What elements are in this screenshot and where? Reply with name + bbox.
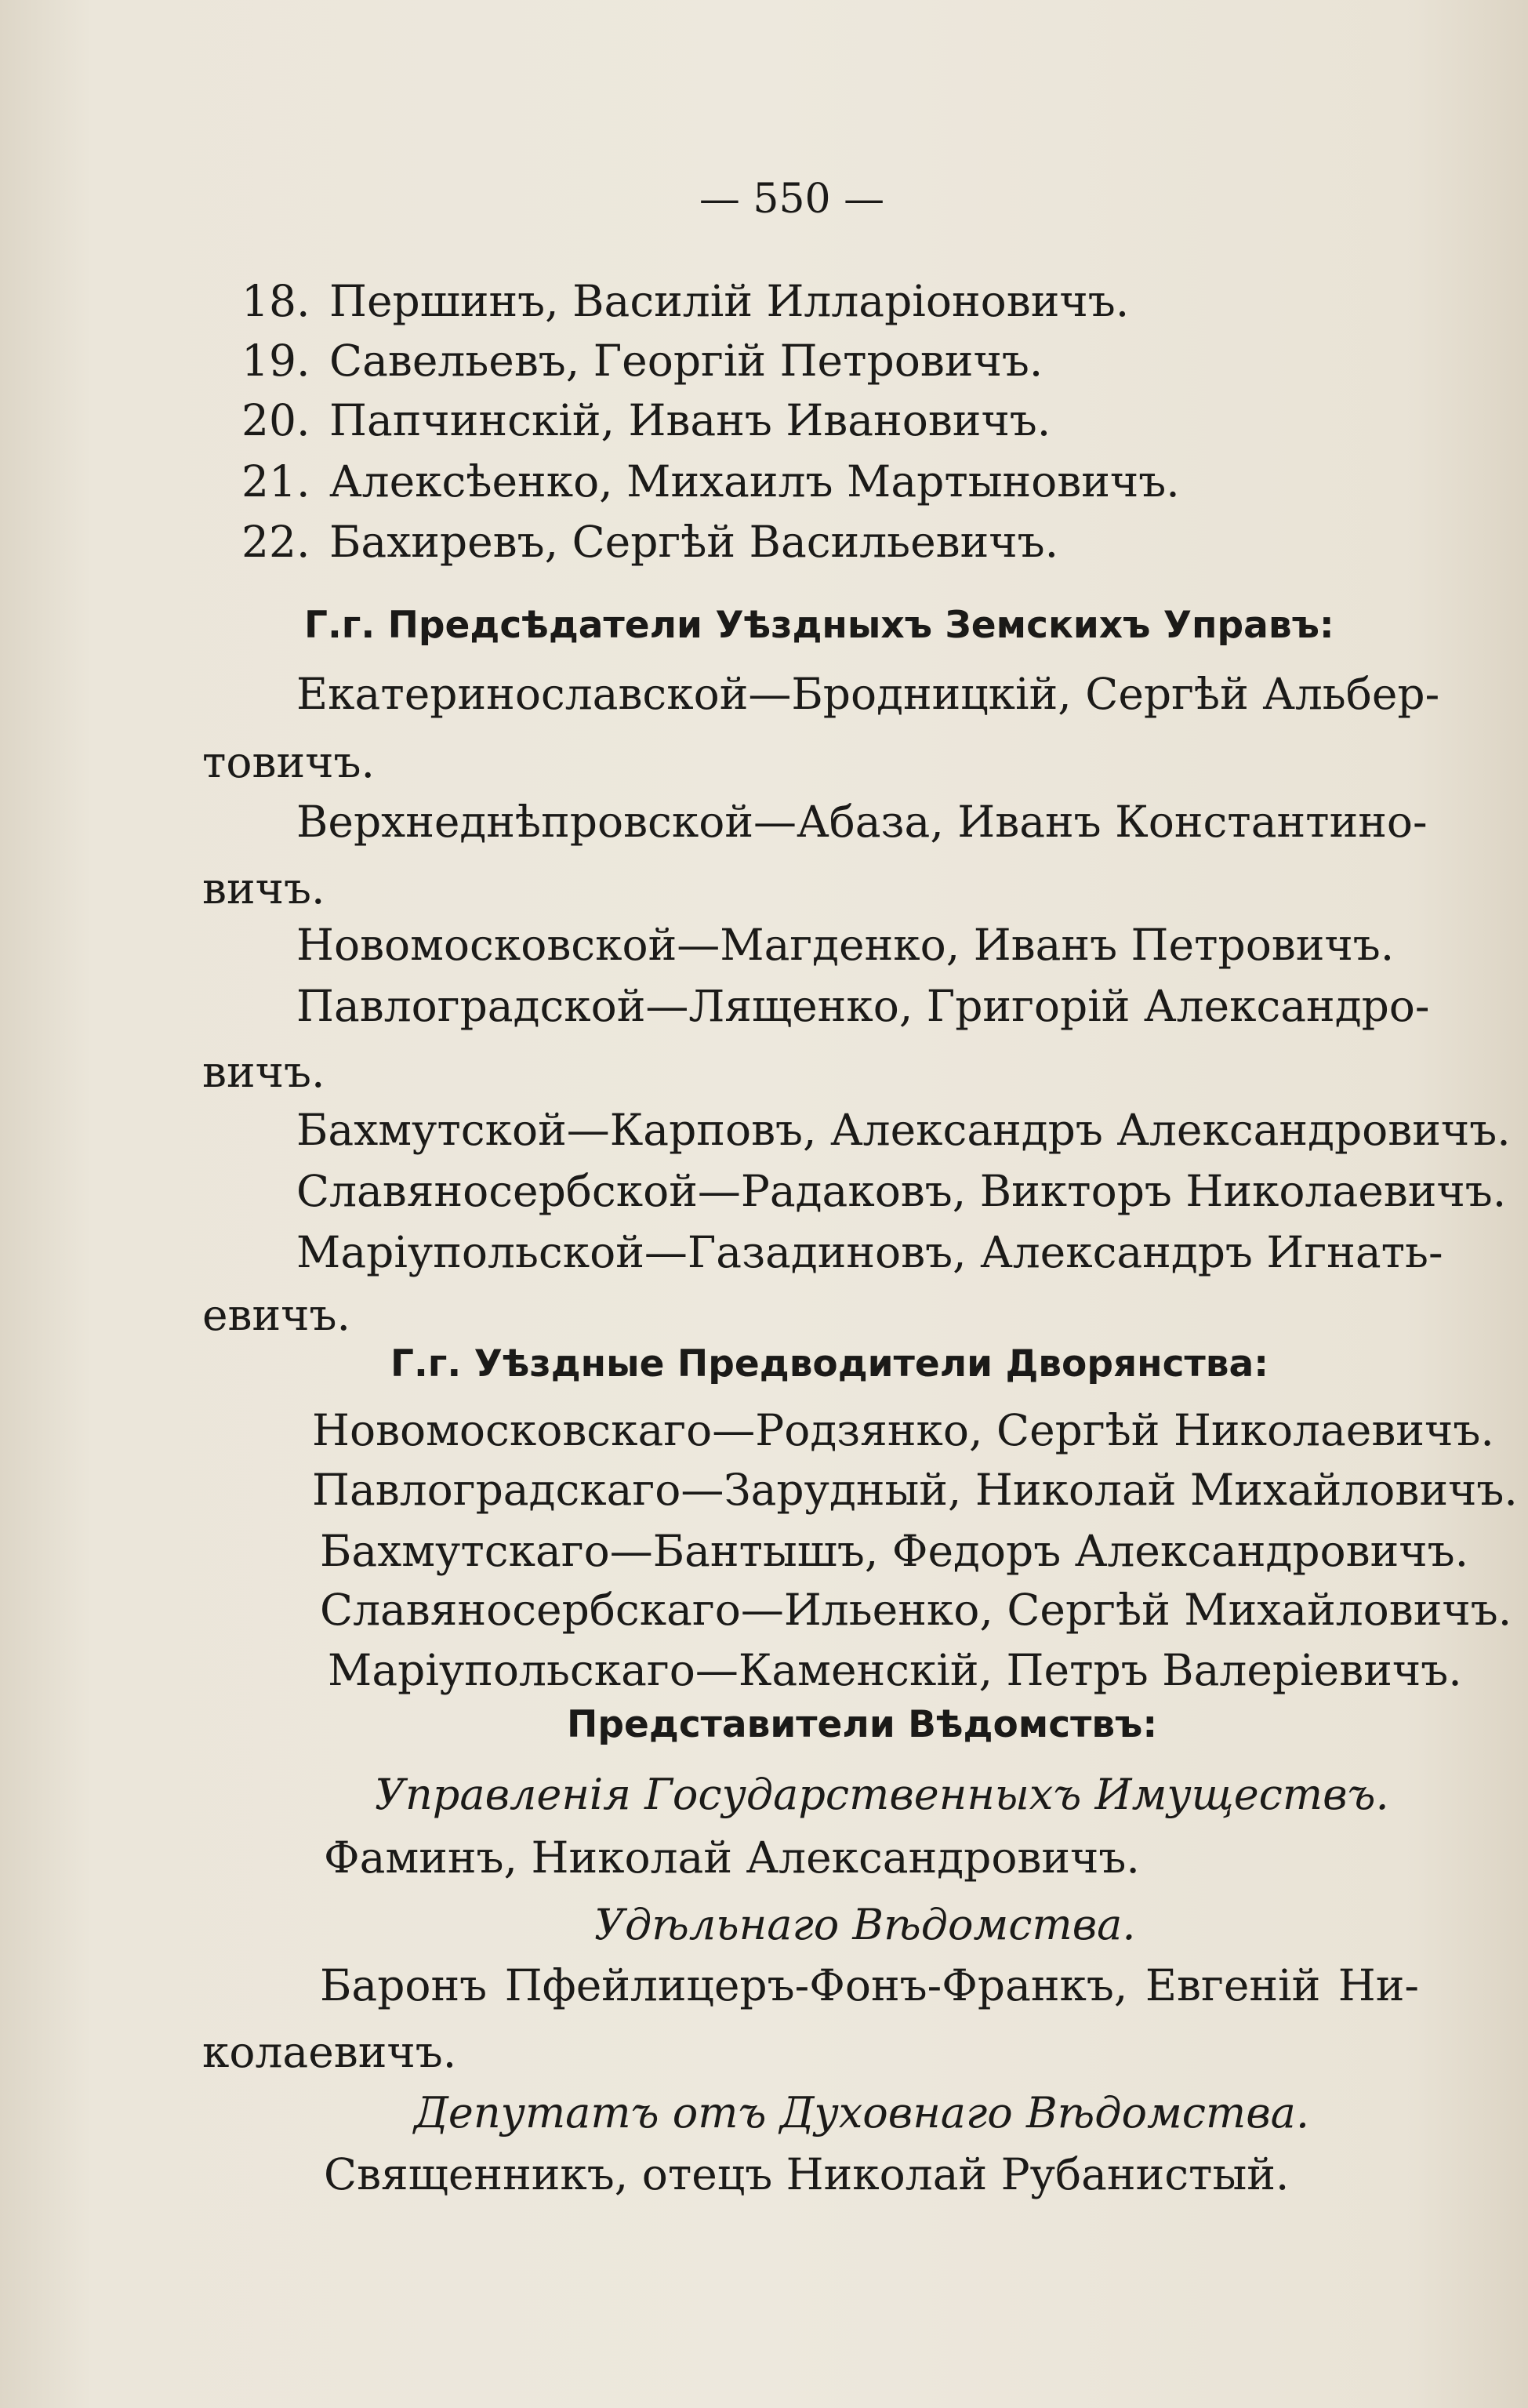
- dvor-entry: Бахмутскаго—Бантышъ, Федоръ Александровичъ.: [320, 1526, 1469, 1576]
- uprav-entry-continuation: товичъ.: [202, 737, 375, 787]
- uprav-entry-line: Новомосковской—Магденко, Иванъ Петровичъ.: [296, 920, 1395, 970]
- vedomstvo-entry-continuation: колаевичъ.: [202, 2027, 457, 2077]
- uprav-entry-line: Маріупольской—Газадиновъ, Александръ Игнать-: [296, 1227, 1443, 1277]
- dvor-entry: Павлоградскаго—Зарудный, Николай Михайловичъ.: [312, 1465, 1518, 1515]
- list-item: [241, 456, 1180, 507]
- uprav-entry-line: Екатеринославской—Бродницкій, Сергѣй Альбер-: [296, 669, 1440, 719]
- uprav-entry-line: Павлоградской—Лященко, Григорій Александро-: [296, 981, 1430, 1031]
- uprav-entry-continuation: евичъ.: [202, 1290, 351, 1340]
- item-number: 22.: [241, 517, 310, 567]
- vedomstvo-entry: Баронъ Пфейлицеръ-Фонъ-Франкъ, Евгеній Ни-: [320, 1960, 1419, 2010]
- item-number: 20.: [241, 395, 310, 445]
- uprav-entry-line: Бахмутской—Карповъ, Александръ Александровичъ.: [296, 1105, 1511, 1155]
- item-number: 18.: [241, 276, 310, 326]
- section-heading-uprav: Г.г. Предсѣдатели Уѣздныхъ Земскихъ Управъ:: [304, 604, 1334, 647]
- item-number: 19.: [241, 336, 310, 386]
- list-item: [241, 336, 1043, 386]
- dvor-entry: Славяносербскаго—Ильенко, Сергѣй Михайловичъ.: [320, 1585, 1512, 1635]
- uprav-entry-line: Верхнеднѣпровской—Абаза, Иванъ Константино-: [296, 797, 1428, 847]
- list-item: [241, 395, 1051, 445]
- list-item: [241, 276, 1130, 326]
- vedomstvo-entry: Фаминъ, Николай Александровичъ.: [324, 1832, 1140, 1883]
- item-name: Алексѣенко, Михаилъ Мартыновичъ.: [329, 456, 1180, 507]
- item-name: Першинъ, Василій Илларіоновичъ.: [329, 276, 1130, 326]
- uprav-entry-line: Славяносербской—Радаковъ, Викторъ Николаевичъ.: [296, 1166, 1507, 1216]
- dvor-entry: Новомосковскаго—Родзянко, Сергѣй Николаевичъ.: [312, 1405, 1494, 1455]
- page-number: — 550 —: [699, 176, 885, 223]
- subheading-imushchestv: Управленія Государственныхъ Имуществъ.: [375, 1770, 1389, 1819]
- item-name: Папчинскій, Иванъ Ивановичъ.: [329, 395, 1051, 445]
- item-name: Савельевъ, Георгій Петровичъ.: [329, 336, 1043, 386]
- section-heading-dvor: Г.г. Уѣздные Предводители Дворянства:: [390, 1342, 1268, 1386]
- section-heading-vedomstva: Представители Вѣдомствъ:: [567, 1703, 1158, 1746]
- subheading-dukhovnago: Депутатъ отъ Духовнаго Вѣдомства.: [414, 2088, 1310, 2137]
- uprav-entry-continuation: вичъ.: [202, 1047, 325, 1097]
- vedomstvo-entry: Священникъ, отецъ Николай Рубанистый.: [324, 2149, 1290, 2199]
- dvor-entry: Маріупольскаго—Каменскій, Петръ Валеріевичъ.: [328, 1645, 1462, 1695]
- item-number: 21.: [241, 456, 310, 507]
- uprav-entry-continuation: вичъ.: [202, 863, 325, 913]
- subheading-udelnago: Удѣльнаго Вѣдомства.: [594, 1900, 1136, 1949]
- list-item: [241, 517, 1059, 567]
- item-name: Бахиревъ, Сергѣй Васильевичъ.: [329, 517, 1059, 567]
